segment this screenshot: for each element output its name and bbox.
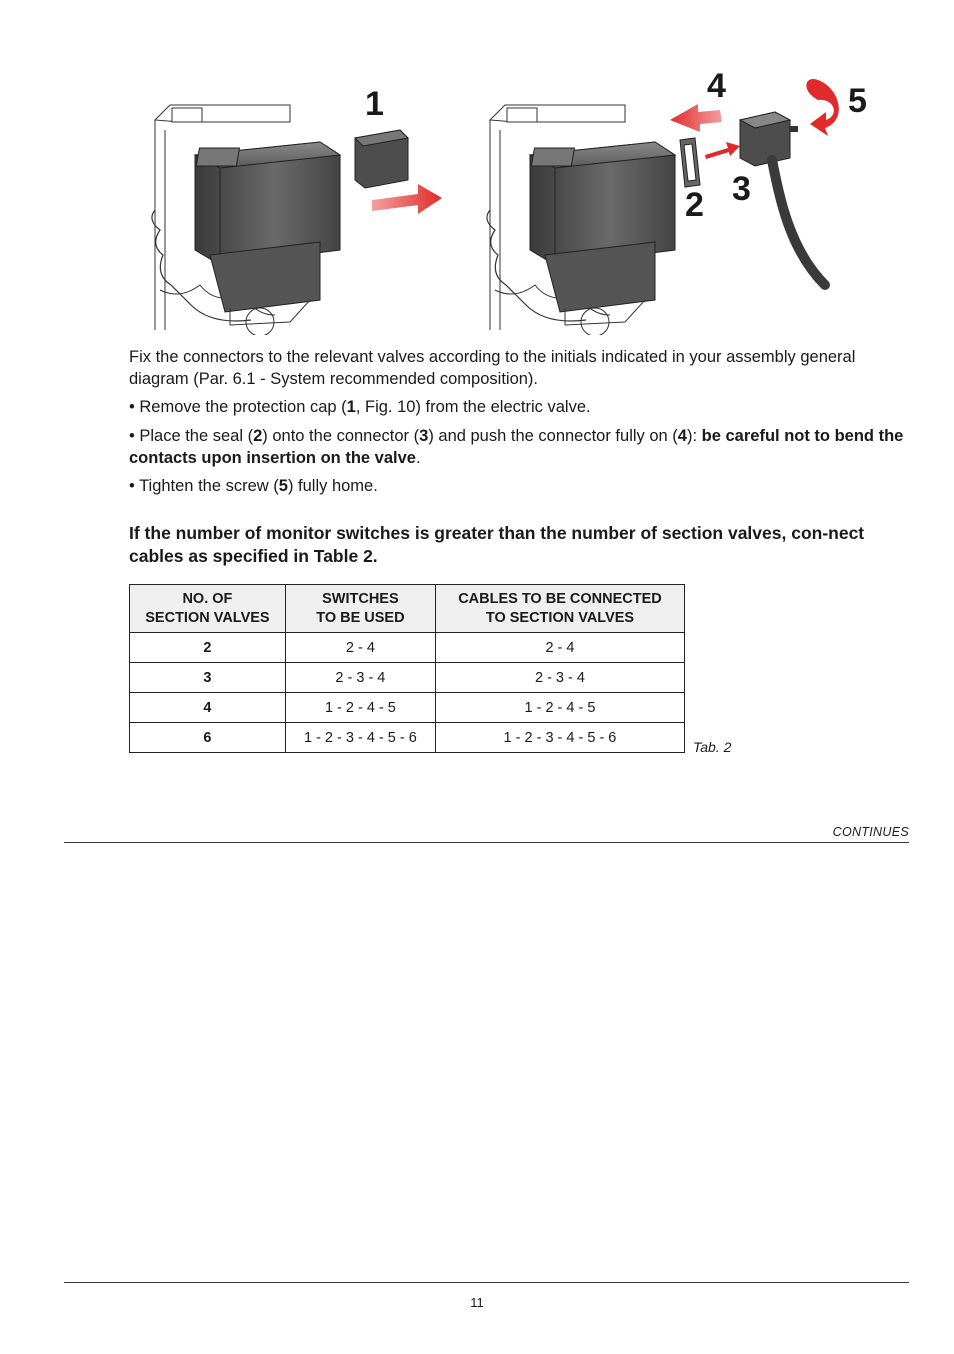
arrow-right-icon — [372, 184, 442, 214]
table-cell: 2 - 3 - 4 — [435, 663, 684, 693]
text-span: ) onto the connector ( — [262, 427, 420, 445]
text-span: • Tighten the screw ( — [129, 477, 279, 495]
page-number: 11 — [470, 1295, 484, 1310]
callout-2: 2 — [685, 186, 704, 224]
table-cell: 2 - 4 — [435, 633, 684, 663]
table-cell: 1 - 2 - 3 - 4 - 5 - 6 — [285, 723, 435, 753]
table-cell: 1 - 2 - 4 - 5 — [435, 693, 684, 723]
continues-label: CONTINUES — [832, 825, 909, 839]
divider — [64, 842, 909, 843]
ref-number: 1 — [346, 398, 356, 416]
instruction-remove-cap — [129, 396, 911, 418]
table-cell: 3 — [130, 663, 286, 693]
text-span: ): — [686, 427, 702, 445]
header-line: TO BE USED — [316, 609, 405, 626]
table-row — [130, 633, 685, 663]
callout-4: 4 — [707, 67, 726, 105]
arrow-left-icon — [670, 104, 722, 132]
header-line: CABLES TO BE CONNECTED — [458, 590, 662, 607]
intro-text: Fix the connectors to the relevant valves according to the initials indicated in your assembly general diagram (Par. 6.1 - System recommended composition). — [129, 348, 856, 388]
intro-paragraph — [129, 346, 911, 390]
table-cell: 2 - 3 - 4 — [285, 663, 435, 693]
ref-number: 5 — [278, 477, 288, 495]
header-section-valves — [130, 585, 286, 633]
header-line: SWITCHES — [322, 590, 399, 607]
header-switches — [285, 585, 435, 633]
header-cables — [435, 585, 684, 633]
table-cell: 2 — [130, 633, 286, 663]
table-row — [130, 723, 685, 753]
ref-number: 2 — [253, 427, 263, 445]
table-cell: 6 — [130, 723, 286, 753]
text-span: • Place the seal ( — [129, 427, 254, 445]
connection-table — [129, 584, 685, 753]
text-span: . — [415, 449, 421, 467]
table-caption: Tab. 2 — [693, 739, 732, 755]
callout-3: 3 — [732, 170, 751, 208]
callout-1: 1 — [365, 85, 384, 123]
assembly-figure — [150, 60, 885, 335]
protection-cap — [355, 130, 408, 188]
text-span: ) and push the connector fully on ( — [428, 427, 678, 445]
valve-right — [487, 105, 675, 335]
header-line: NO. OF — [182, 590, 233, 607]
section-heading: If the number of monitor switches is greater than the number of section valves, con-nect cables as specified in Table 2. — [129, 523, 865, 566]
rotate-arrow-icon — [806, 79, 839, 136]
footer-divider — [64, 1282, 909, 1283]
warning-text: be careful not to bend the contacts upon insertion on the valve — [129, 427, 904, 467]
table-cell: 1 - 2 - 3 - 4 - 5 - 6 — [435, 723, 684, 753]
arrow-push-icon — [705, 142, 740, 159]
header-line: SECTION VALVES — [145, 609, 270, 626]
instruction-tighten-screw — [129, 475, 911, 497]
valve-left — [152, 105, 340, 335]
text-span: • Remove the protection cap ( — [129, 398, 347, 416]
connector — [740, 112, 825, 285]
seal-gasket — [680, 138, 700, 187]
header-line: TO SECTION VALVES — [485, 609, 635, 626]
table-cell: 1 - 2 - 4 - 5 — [285, 693, 435, 723]
table-row — [130, 693, 685, 723]
text-span: , Fig. 10) from the electric valve. — [355, 398, 591, 416]
table-cell: 4 — [130, 693, 286, 723]
table-header-row — [130, 585, 685, 633]
table-cell: 2 - 4 — [285, 633, 435, 663]
ref-number: 3 — [419, 427, 429, 445]
text-span: ) fully home. — [287, 477, 378, 495]
ref-number: 4 — [677, 427, 687, 445]
callout-5: 5 — [848, 82, 867, 120]
instruction-place-seal — [129, 425, 911, 469]
table-row — [130, 663, 685, 693]
